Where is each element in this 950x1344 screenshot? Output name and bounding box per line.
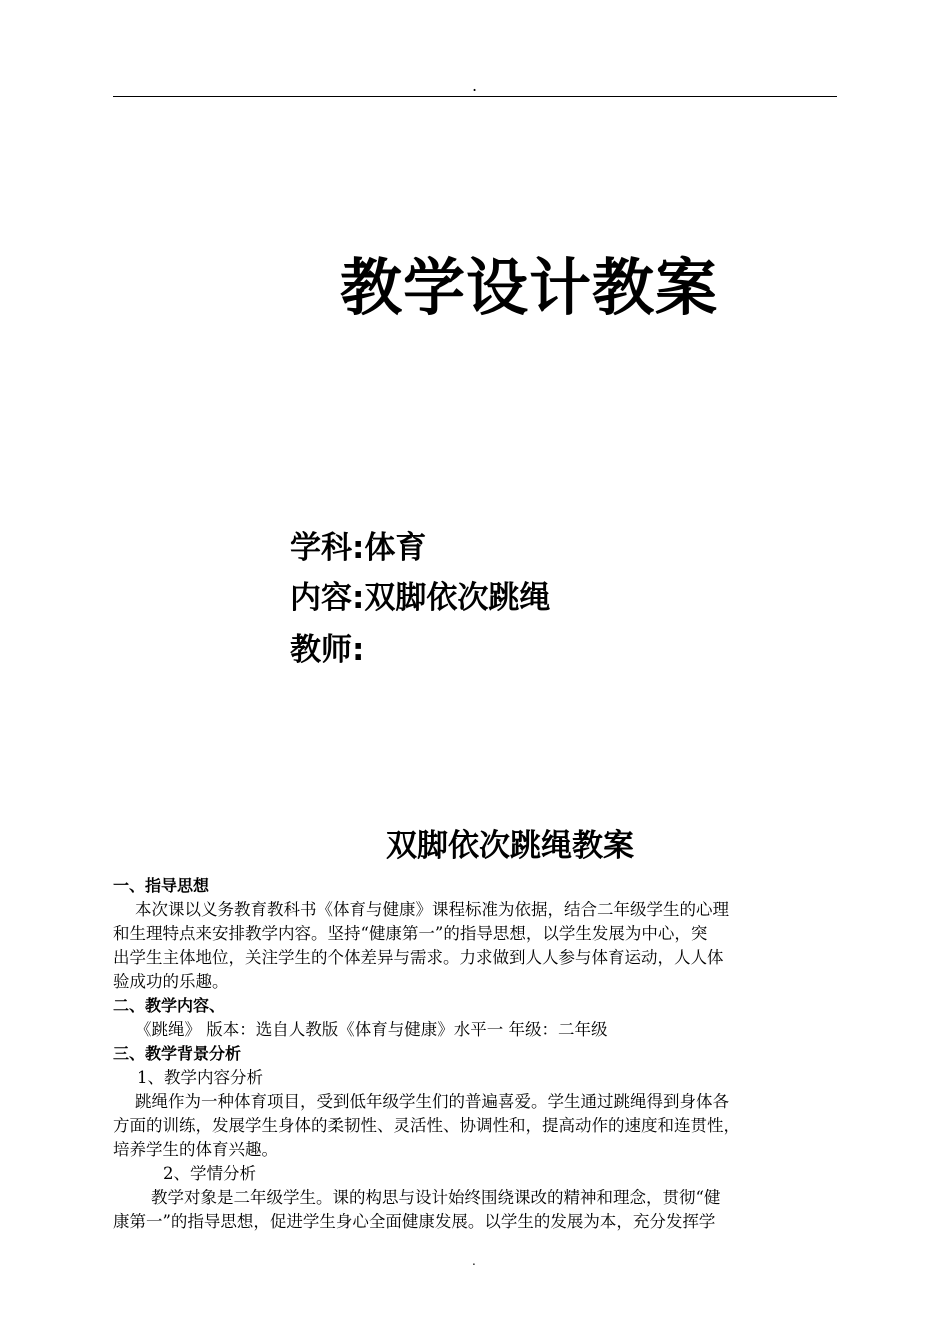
cover-title: 教学设计教案 [340, 251, 719, 324]
paragraph-line: 跳绳作为一种体育项目，受到低年级学生们的普遍喜爱。学生通过跳绳得到身体各 [135, 1092, 729, 1111]
cover-content: 内容:双脚依次跳绳 [290, 580, 551, 616]
paragraph-line: 出学生主体地位，关注学生的个体差异与需求。力求做到人人参与体育运动，人人体 [113, 948, 724, 967]
section-heading-background-analysis: 三、教学背景分析 [113, 1044, 242, 1063]
paragraph-line: 培养学生的体育兴趣。 [113, 1140, 278, 1159]
subheading-student-analysis: 2、学情分析 [163, 1164, 256, 1183]
document-body [113, 874, 833, 1234]
subheading-content-analysis: 1、教学内容分析 [137, 1068, 263, 1087]
paragraph-line: 本次课以义务教育教科书《体育与健康》课程标准为依据，结合二年级学生的心理 [135, 900, 729, 919]
paragraph-line: 和生理特点来安排教学内容。坚持“健康第一”的指导思想，以学生发展为中心，突 [113, 924, 708, 943]
footer-mark: . [472, 1254, 476, 1268]
paragraph-line: 康第一”的指导思想，促进学生身心全面健康发展。以学生的发展为本，充分发挥学 [113, 1212, 716, 1231]
teaching-content-line: 《跳绳》 版本：选自人教版《体育与健康》水平一 年级：二年级 [135, 1020, 608, 1039]
paragraph-line: 方面的训练，发展学生身体的柔韧性、灵活性、协调性和，提高动作的速度和连贯性， [113, 1116, 740, 1135]
header-rule [113, 96, 837, 97]
cover-teacher: 教师: [290, 632, 365, 668]
document-title: 双脚依次跳绳教案 [386, 828, 634, 864]
section-heading-guiding-ideology: 一、指导思想 [113, 876, 210, 895]
paragraph-line: 验成功的乐趣。 [113, 972, 229, 991]
header-mark: . [472, 76, 478, 95]
cover-subject: 学科:体育 [290, 530, 427, 566]
paragraph-line: 教学对象是二年级学生。课的构思与设计始终围绕课改的精神和理念，贯彻“健 [151, 1188, 721, 1207]
section-heading-teaching-content: 二、教学内容、 [113, 996, 226, 1015]
